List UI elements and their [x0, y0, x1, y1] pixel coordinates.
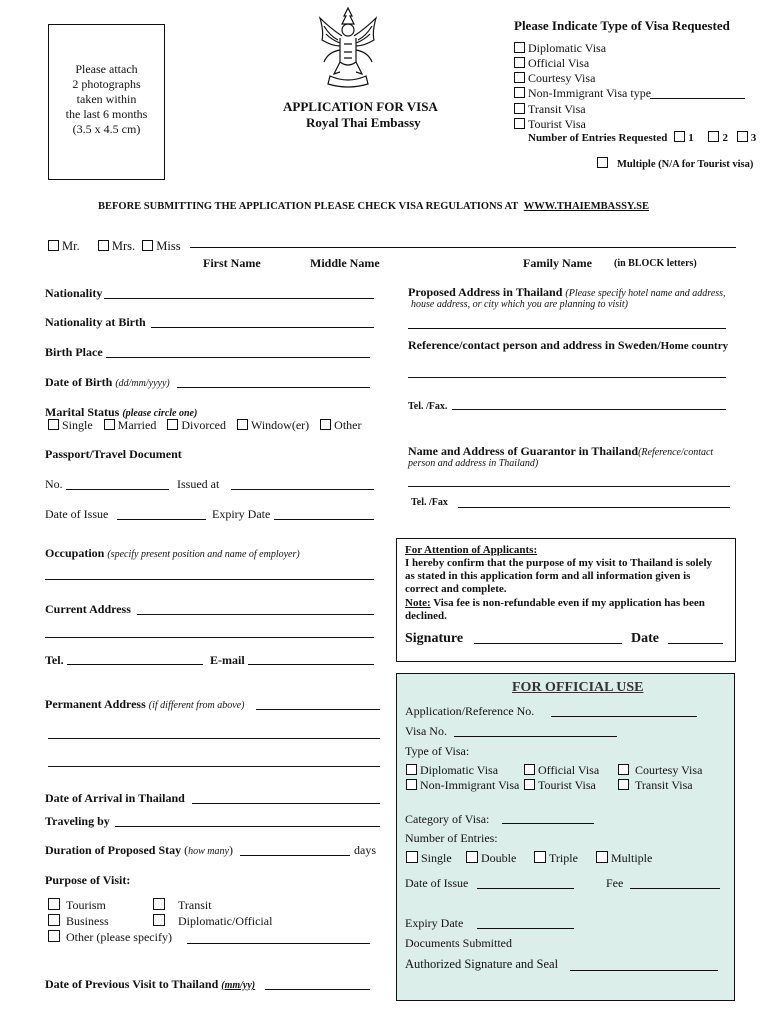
checkbox[interactable] [514, 42, 525, 53]
checkbox[interactable] [514, 103, 525, 114]
arrival-field[interactable] [192, 803, 380, 804]
current-address-label: Current Address [45, 602, 131, 616]
category-field[interactable] [502, 823, 594, 824]
duration-paren-close: ) [228, 843, 233, 857]
proposed-hint-1: (Please specify hotel name and address, [565, 288, 726, 299]
official-entry-double[interactable] [466, 851, 516, 866]
passport-no-field[interactable] [66, 489, 169, 490]
home-country-text: Home country [660, 340, 729, 352]
marital-other: Other [334, 418, 362, 432]
checkbox-single[interactable] [48, 419, 59, 430]
marital-divorced: Divorced [181, 418, 226, 432]
type-label: Official Visa [538, 763, 600, 777]
telfax2-label: Tel. /Fax [411, 497, 448, 508]
checkbox-entry-2[interactable] [708, 131, 719, 142]
checkbox[interactable] [514, 118, 525, 129]
title-mr: Mr. [62, 239, 80, 253]
purpose-label-transit: Transit [178, 898, 212, 912]
attention-line: as stated in this application form and all information given is [405, 570, 691, 582]
issued-at-field[interactable] [231, 489, 374, 490]
guarantor-hint-1: (Reference/contact [638, 447, 714, 458]
attention-line: I hereby confirm that the purpose of my visit to Thailand is solely [405, 557, 712, 569]
tel-field[interactable] [67, 664, 203, 665]
title-miss: Miss [156, 239, 181, 253]
checkbox-entry-1[interactable] [674, 131, 685, 142]
auth-sig-label: Authorized Signature and Seal [405, 957, 559, 971]
name-field[interactable] [190, 247, 736, 248]
traveling-by-field[interactable] [115, 826, 380, 827]
fee-label: Fee [606, 876, 624, 890]
purpose-business[interactable] [48, 914, 109, 929]
nationality-birth-label: Nationality at Birth [45, 315, 146, 329]
marital-label: Marital Status [45, 405, 120, 419]
checkbox-widower[interactable] [237, 419, 248, 430]
birth-place-label: Birth Place [45, 345, 103, 359]
official-expiry-field[interactable] [477, 928, 574, 929]
checkbox-divorced[interactable] [167, 419, 178, 430]
previous-visit-hint: (mm/yy) [221, 980, 256, 991]
purpose-label-business: Business [66, 914, 109, 928]
entry-label: Double [481, 851, 517, 865]
previous-visit-field[interactable] [265, 989, 370, 990]
previous-visit-row [45, 977, 255, 992]
duration-field[interactable] [240, 855, 350, 856]
passport-label: Passport/Travel Document [45, 447, 182, 461]
proposed-field[interactable] [408, 328, 726, 329]
garuda-emblem-icon [316, 6, 380, 90]
official-type-transit[interactable] [618, 778, 693, 793]
entry-label: Multiple [611, 851, 653, 865]
email-label: E-mail [210, 653, 245, 667]
traveling-by-label: Traveling by [45, 814, 110, 828]
type-label: Diplomatic Visa [420, 763, 499, 777]
entry-1-label: 1 [688, 132, 694, 144]
permanent-field[interactable] [256, 709, 380, 710]
note-text: Visa fee is non-refundable even if my application has been [430, 597, 705, 609]
category-label: Category of Visa: [405, 812, 490, 826]
visa-option-nonimmigrant[interactable] [514, 86, 651, 101]
attention-note-2: declined. [405, 610, 447, 622]
checkbox[interactable] [406, 764, 417, 775]
nationality-label: Nationality [45, 286, 103, 300]
permanent-field-3[interactable] [48, 766, 380, 767]
guarantor-label: Name and Address of Guarantor in Thailand [408, 444, 639, 458]
visa-option-diplomatic[interactable] [514, 41, 606, 56]
expiry-date-field[interactable] [274, 519, 374, 520]
previous-visit-label: Date of Previous Visit to Thailand [45, 977, 219, 991]
occupation-label: Occupation [45, 546, 105, 560]
checkbox-other[interactable] [320, 419, 331, 430]
permanent-field-2[interactable] [48, 738, 380, 739]
email-field[interactable] [248, 664, 374, 665]
entries-requested [528, 131, 756, 144]
first-name-label: First Name [203, 256, 261, 270]
visa-option-tourist[interactable] [514, 117, 586, 132]
issued-at-label: Issued at [177, 477, 220, 491]
purpose-label-other: Other (please specify) [66, 930, 172, 944]
official-type-courtesy[interactable] [618, 763, 702, 778]
visa-option-official[interactable] [514, 56, 589, 71]
signature-field[interactable] [474, 643, 622, 644]
occupation-field[interactable] [45, 579, 374, 580]
dob-row [45, 375, 170, 390]
telfax1-field[interactable] [452, 409, 726, 410]
visa-option-label: Non-Immigrant Visa type [528, 86, 652, 100]
days-label: days [354, 843, 376, 857]
official-entry-triple[interactable] [534, 851, 578, 866]
checkbox[interactable] [596, 851, 608, 863]
photo-box [48, 24, 165, 180]
app-ref-label: Application/Reference No. [405, 704, 535, 718]
notice-text: BEFORE SUBMITTING THE APPLICATION PLEASE CHECK VISA REGULATIONS AT [98, 201, 519, 212]
entry-label: Single [421, 851, 452, 865]
app-ref-field[interactable] [551, 716, 697, 717]
marital-married: Married [117, 418, 157, 432]
documents-label: Documents Submitted [405, 936, 512, 950]
visa-no-label: Visa No. [405, 724, 447, 738]
checkbox[interactable] [514, 57, 525, 68]
nationality-field[interactable] [104, 298, 374, 299]
multiple-label: Multiple (N/A for Tourist visa) [617, 159, 754, 170]
type-label: Non-Immigrant Visa [420, 778, 520, 792]
marital-widower: Window(er) [250, 418, 310, 432]
official-type-official[interactable] [524, 763, 599, 778]
checkbox[interactable] [48, 914, 60, 926]
purpose-other[interactable] [48, 930, 172, 945]
checkbox[interactable] [524, 764, 535, 775]
permanent-row [45, 697, 244, 712]
issue-date-field[interactable] [117, 519, 206, 520]
purpose-other-field[interactable] [187, 943, 370, 944]
type-label: Transit Visa [635, 778, 693, 792]
entries-multiple[interactable] [597, 157, 753, 170]
num-entries-label: Number of Entries: [405, 831, 498, 845]
checkbox[interactable] [524, 779, 535, 790]
visa-type-heading: Please Indicate Type of Visa Requested [514, 18, 730, 33]
marital-options [48, 418, 361, 433]
attention-heading: For Attention of Applicants: [405, 544, 538, 556]
occupation-row [45, 546, 300, 561]
form-subtitle: Royal Thai Embassy [306, 115, 421, 130]
arrival-label: Date of Arrival in Thailand [45, 791, 185, 805]
photo-line: Please attach [75, 62, 138, 76]
type-label: Tourist Visa [538, 778, 596, 792]
checkbox[interactable] [48, 898, 60, 910]
attention-box [396, 538, 736, 662]
note-label: Note: [405, 597, 431, 609]
title-mrs: Mrs. [111, 239, 136, 253]
photo-line: the last 6 months [65, 107, 148, 121]
official-expiry-label: Expiry Date [405, 916, 464, 930]
purpose-label: Purpose of Visit: [45, 873, 131, 887]
official-issue-field[interactable] [477, 888, 574, 889]
visa-option-label: Courtesy Visa [528, 71, 596, 85]
dob-hint: (dd/mm/yyyy) [115, 378, 170, 389]
entries-label: Number of Entries Requested [528, 132, 668, 144]
reference-field[interactable] [408, 377, 726, 378]
official-entry-single[interactable] [406, 851, 452, 866]
visa-option-label: Official Visa [528, 56, 590, 70]
visa-option-label: Tourist Visa [528, 117, 586, 131]
nationality-birth-field[interactable] [151, 327, 374, 328]
entry-3-label: 3 [750, 132, 757, 144]
visa-no-field[interactable] [454, 736, 617, 737]
checkbox[interactable] [48, 930, 60, 942]
checkbox[interactable] [514, 72, 525, 83]
guarantor-row [408, 444, 713, 459]
duration-hint: how many [188, 846, 229, 857]
date-label: Date [631, 631, 659, 646]
current-address-field-2[interactable] [45, 637, 374, 638]
guarantor-field[interactable] [408, 486, 730, 487]
telfax1-label: Tel. /Fax. [408, 401, 448, 412]
proposed-hint-2: house address, or city which you are planning to visit) [411, 299, 629, 310]
checkbox-mr[interactable] [48, 240, 59, 251]
official-use-box [396, 673, 735, 1001]
purpose-diplomatic[interactable] [153, 914, 272, 929]
date-field[interactable] [668, 643, 723, 644]
checkbox[interactable] [466, 851, 478, 863]
checkbox-entry-3[interactable] [737, 131, 748, 142]
occupation-hint: (specify present position and name of employer) [107, 549, 300, 560]
issue-date-label: Date of Issue [45, 507, 109, 521]
checkbox[interactable] [534, 851, 546, 863]
reference-text: Reference/contact person and address in Sweden/ [408, 338, 661, 352]
checkbox[interactable] [153, 914, 165, 926]
proposed-row [408, 285, 726, 300]
photo-line: 2 photographs [72, 77, 141, 91]
family-name-label: Family Name [523, 256, 592, 270]
duration-label: Duration of Proposed Stay [45, 843, 182, 857]
proposed-label: Proposed Address in Thailand [408, 285, 563, 299]
official-issue-label: Date of Issue [405, 876, 469, 890]
purpose-tourism[interactable] [48, 898, 106, 913]
purpose-label-diplomatic: Diplomatic/Official [178, 914, 273, 928]
checkbox-miss[interactable] [142, 240, 153, 251]
form-title: APPLICATION FOR VISA [283, 99, 438, 114]
purpose-transit[interactable] [153, 898, 212, 913]
photo-line: taken within [76, 92, 137, 106]
checkbox[interactable] [153, 898, 165, 910]
duration-row [45, 843, 233, 858]
birth-place-field[interactable] [106, 357, 370, 358]
dob-field[interactable] [177, 387, 370, 388]
visa-option-courtesy[interactable] [514, 71, 595, 86]
marital-single: Single [62, 418, 93, 432]
middle-name-label: Middle Name [310, 256, 380, 270]
visa-option-transit[interactable] [514, 102, 586, 117]
checkbox[interactable] [618, 779, 629, 790]
block-letters-label: (in BLOCK letters) [614, 258, 697, 269]
official-type-nonimmigrant[interactable] [406, 778, 519, 793]
official-heading: FOR OFFICIAL USE [512, 680, 644, 695]
nonimmigrant-type-field[interactable] [650, 98, 745, 99]
type-label: Courtesy Visa [635, 763, 703, 777]
visa-option-label: Diplomatic Visa [528, 41, 607, 55]
signature-label: Signature [405, 631, 464, 646]
guarantor-hint-2: person and address in Thailand) [408, 458, 539, 469]
marital-hint: (please circle one) [122, 408, 198, 419]
type-of-visa-label: Type of Visa: [405, 744, 470, 758]
permanent-hint: (if different from above) [148, 700, 245, 711]
official-entry-multiple[interactable] [596, 851, 652, 866]
checkbox-mrs[interactable] [98, 240, 109, 251]
tel-label: Tel. [45, 653, 64, 667]
notice [98, 201, 649, 212]
passport-no-label: No. [45, 477, 63, 491]
photo-line: (3.5 x 4.5 cm) [72, 122, 141, 136]
checkbox[interactable] [514, 87, 525, 98]
expiry-date-label: Expiry Date [212, 507, 271, 521]
current-address-field[interactable] [137, 614, 374, 615]
checkbox-married[interactable] [104, 419, 115, 430]
checkbox[interactable] [406, 851, 418, 863]
reference-label [408, 338, 728, 353]
attention-note [405, 597, 705, 609]
official-type-tourist[interactable] [524, 778, 596, 793]
checkbox[interactable] [597, 157, 608, 168]
official-type-diplomatic[interactable] [406, 763, 498, 778]
attention-line: correct and complete. [405, 583, 507, 595]
entry-2-label: 2 [722, 132, 728, 144]
duration-paren-open: ( [184, 843, 189, 857]
visa-option-label: Transit Visa [528, 102, 586, 116]
purpose-label-tourism: Tourism [66, 898, 106, 912]
title-options [48, 239, 181, 254]
auth-sig-field[interactable] [570, 970, 718, 971]
checkbox[interactable] [406, 779, 417, 790]
dob-label: Date of Birth [45, 375, 113, 389]
telfax2-field[interactable] [458, 507, 730, 508]
permanent-label: Permanent Address [45, 697, 146, 711]
notice-link[interactable]: WWW.THAIEMBASSY.SE [523, 201, 650, 212]
checkbox[interactable] [618, 764, 629, 775]
entry-label: Triple [549, 851, 578, 865]
fee-field[interactable] [630, 888, 720, 889]
